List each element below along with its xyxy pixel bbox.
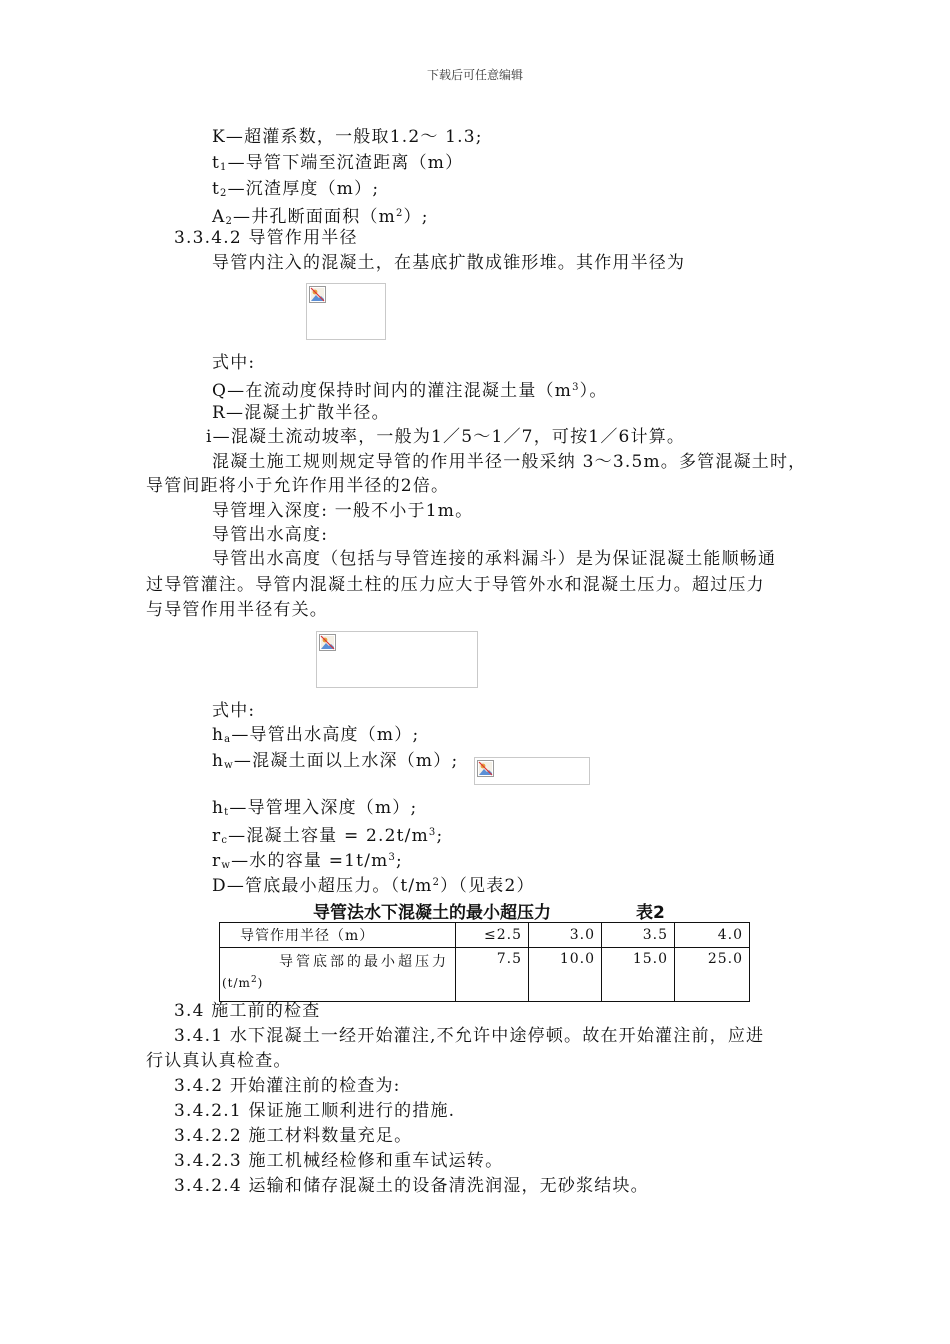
section-heading-34: 3.4 施工前的检查 [174,1001,321,1021]
para-3422: 3.4.2.2 施工材料数量充足。 [174,1126,413,1146]
radius-para-line1: 混凝土施工规则规定导管的作用半径一般采纳 3～3.5m。多管混凝土时， [212,452,807,472]
para-3424: 3.4.2.4 运输和储存混凝土的设备清洗润湿，无砂浆结块。 [174,1176,649,1196]
outlet-title: 导管出水高度: [212,525,329,545]
outlet-para-line2: 过导管灌注。导管内混凝土柱的压力应大于导管外水和混凝土压力。超过压力 [146,575,765,595]
def-rw: $r_w—$水的容量 $=1t/m^3$; [212,851,403,871]
formula-image-outlet [316,631,478,688]
radius-intro: 导管内注入的混凝土，在基底扩散成锥形堆。其作用半径为 [212,253,686,273]
def-a2: $A_2—$井孔断面面积$(m^2)$; [212,207,429,227]
table-row [220,948,750,1002]
row2-value: 25.0 [675,948,750,1002]
broken-image-icon [309,286,326,303]
def-t1: $t_1—$导管下端至沉渣距离（m） [212,153,464,173]
row1-value: ≤2.5 [456,923,529,948]
outlet-para-line1: 导管出水高度（包括与导管连接的承料漏斗）是为保证混凝土能顺畅通 [212,549,777,569]
radius-para-line2: 导管间距将小于允许作用半径的2倍。 [146,476,450,496]
def-rc: $r_c—$混凝土容量 = $2.2t/m^3$; [212,826,444,846]
row2-value: 7.5 [456,948,529,1002]
def-i: i—混凝土流动坡率，一般为1／5～1／7，可按1／6计算。 [206,427,686,447]
def-hw: $h_w—$混凝土面以上水深（m）; [212,751,459,771]
para-342: 3.4.2 开始灌注前的检查为: [174,1076,401,1096]
formula-image-radius [306,283,386,340]
formula-image-hw [474,757,590,785]
para-3423: 3.4.2.3 施工机械经检修和重车试运转。 [174,1151,504,1171]
where-label-1: 式中: [212,353,256,373]
table-title: 导管法水下混凝土的最小超压力 [313,903,551,923]
row2-value: 10.0 [529,948,602,1002]
table-row [220,923,750,948]
overpressure-table [219,922,750,1002]
row1-value: 3.5 [602,923,675,948]
outlet-para-line3: 与导管作用半径有关。 [146,600,328,620]
para-341-line1: 3.4.1 水下混凝土一经开始灌注,不允许中途停顿。故在开始灌注前，应进 [174,1026,765,1046]
row2-value: 15.0 [602,948,675,1002]
where-label-2: 式中: [212,701,256,721]
def-q: Q—在流动度保持时间内的灌注混凝土量$(m^3)$。 [212,381,608,401]
def-d: D—管底最小超压力。$(t/m^2)$（见表2） [212,876,535,896]
table-number: 表2 [636,903,665,923]
section-heading-3342: 3.3.4.2 导管作用半径 [174,228,358,248]
para-3421: 3.4.2.1 保证施工顺利进行的措施. [174,1101,456,1121]
row1-value: 3.0 [529,923,602,948]
row1-label: 导管作用半径（m） [220,923,456,948]
row2-unit: $(t/m^2)$ [222,975,264,990]
embed-depth: 导管埋入深度: 一般不小于1m。 [212,501,474,521]
broken-image-icon [319,634,336,651]
row1-value: 4.0 [675,923,750,948]
def-ha: $h_a—$导管出水高度（m）; [212,725,420,745]
def-k: K—超灌系数，一般取1.2～ 1.3; [212,127,483,147]
broken-image-icon [477,760,494,777]
def-r: R—混凝土扩散半径。 [212,403,390,423]
def-ht: $h_t—$导管埋入深度（m）; [212,798,418,818]
page-header-note: 下载后可任意编辑 [426,68,523,82]
def-t2: $t_2—$沉渣厚度（m）; [212,179,380,199]
row2-label: 导管底部的最小超压力 $(t/m^2)$ [220,948,456,1002]
para-341-line2: 行认真认真检查。 [146,1051,292,1071]
